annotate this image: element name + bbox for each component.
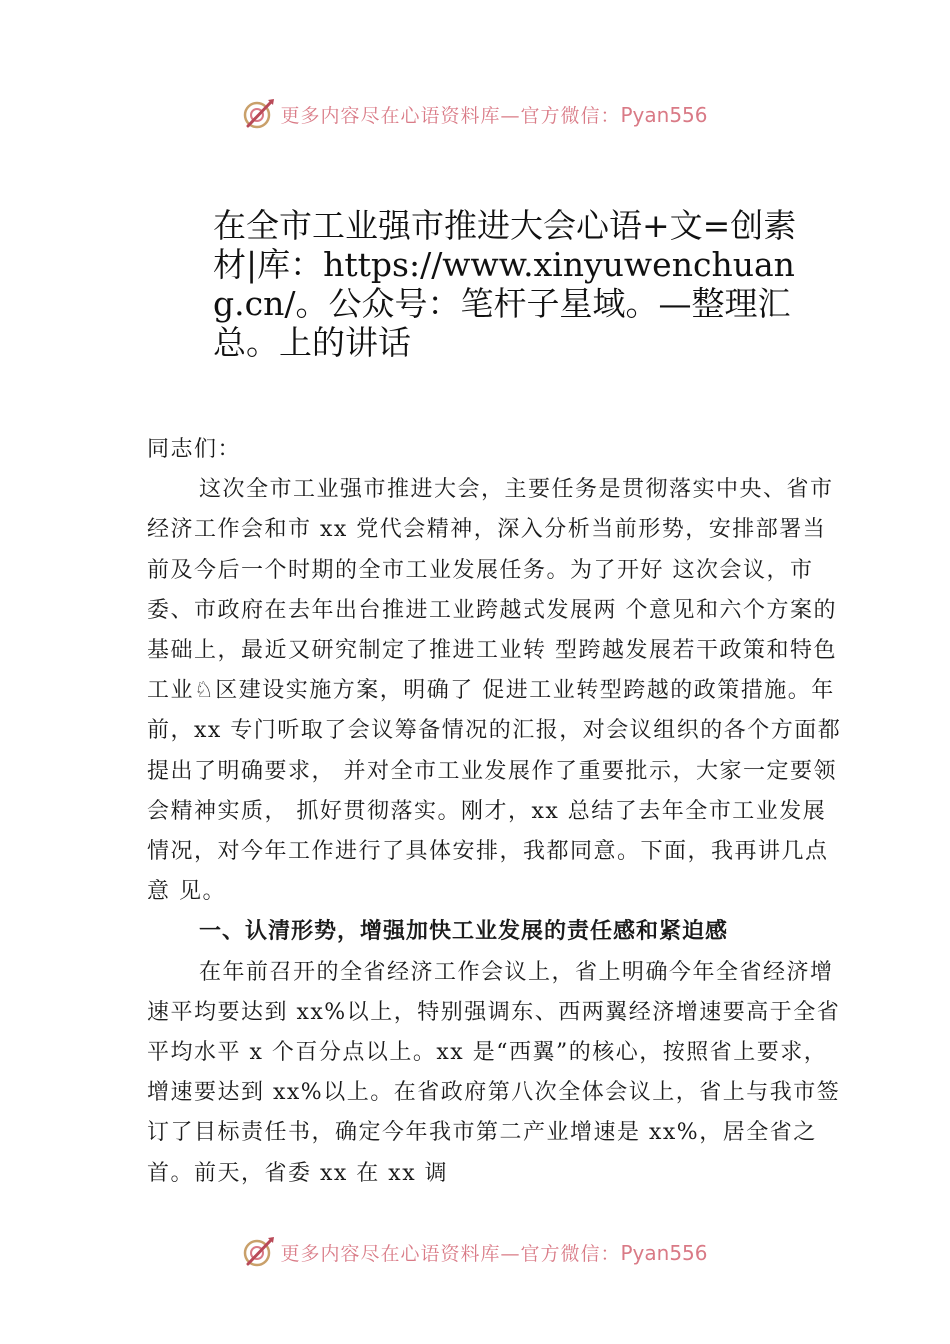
section-heading: 一、认清形势，增强加快工业发展的责任感和紧迫感 (199, 919, 729, 945)
brush-logo-icon (242, 97, 276, 131)
banner-text: 更多内容尽在心语资料库—官方微信：Pyan556 (280, 1240, 708, 1265)
salutation: 同志们： (147, 437, 242, 462)
document-title: 在全市工业强市推进大会心语+文=创素材|库：https://www.xinyuwenchuang.cn/。公众号：笔杆子星域。—整理汇总。上的讲话 (213, 206, 797, 362)
brush-logo-icon (242, 1235, 276, 1269)
header-banner (0, 94, 950, 134)
banner-account: Pyan556 (620, 1240, 708, 1265)
banner-account: Pyan556 (620, 102, 708, 127)
paragraph: 这次全市工业强市推进大会，主要任务是贯彻落实中央、省市经济工作会和市 xx 党代会精神，深入分析当前形势，安排部署当前及今后一个时期的全市工业发展任务。为了开好 这次会议，市委、市政府在去年出台推进工业跨越式发展两 个意见和六个方案的基础上，最近又研究制定了推进工业转 型跨越发展若干政策和特色工业♘区建设实施方案，明确了 促进工业转型跨越的政策措施。年前，xx 专门听取了会议筹备情况的汇报，对会议组织的各个方面都提出了明确要求， 并对全市工业发展作了重要批示，大家一定要领会精神实质， 抓好贯彻落实。刚才，xx 总结了去年全市工业发展情况，对今年工作进行了具体安排，我都同意。下面，我再讲几点意 见。 (147, 477, 842, 905)
paragraph: 在年前召开的全省经济工作会议上，省上明确今年全省经济增速平均要达到 xx%以上，特别强调东、西两翼经济增速要高于全省平均水平 x 个百分点以上。xx 是“西翼”的核心，按照省上要求，增速要达到 xx%以上。在省政府第八次全体会议上，省上与我市签订了目标责任书，确定今年我市第二产业增速是 xx%，居全省之首。前天，省委 xx 在 xx 调 (147, 959, 841, 1186)
banner-text: 更多内容尽在心语资料库—官方微信：Pyan556 (280, 102, 708, 127)
footer-banner (0, 1232, 950, 1272)
document-body (147, 430, 847, 1194)
